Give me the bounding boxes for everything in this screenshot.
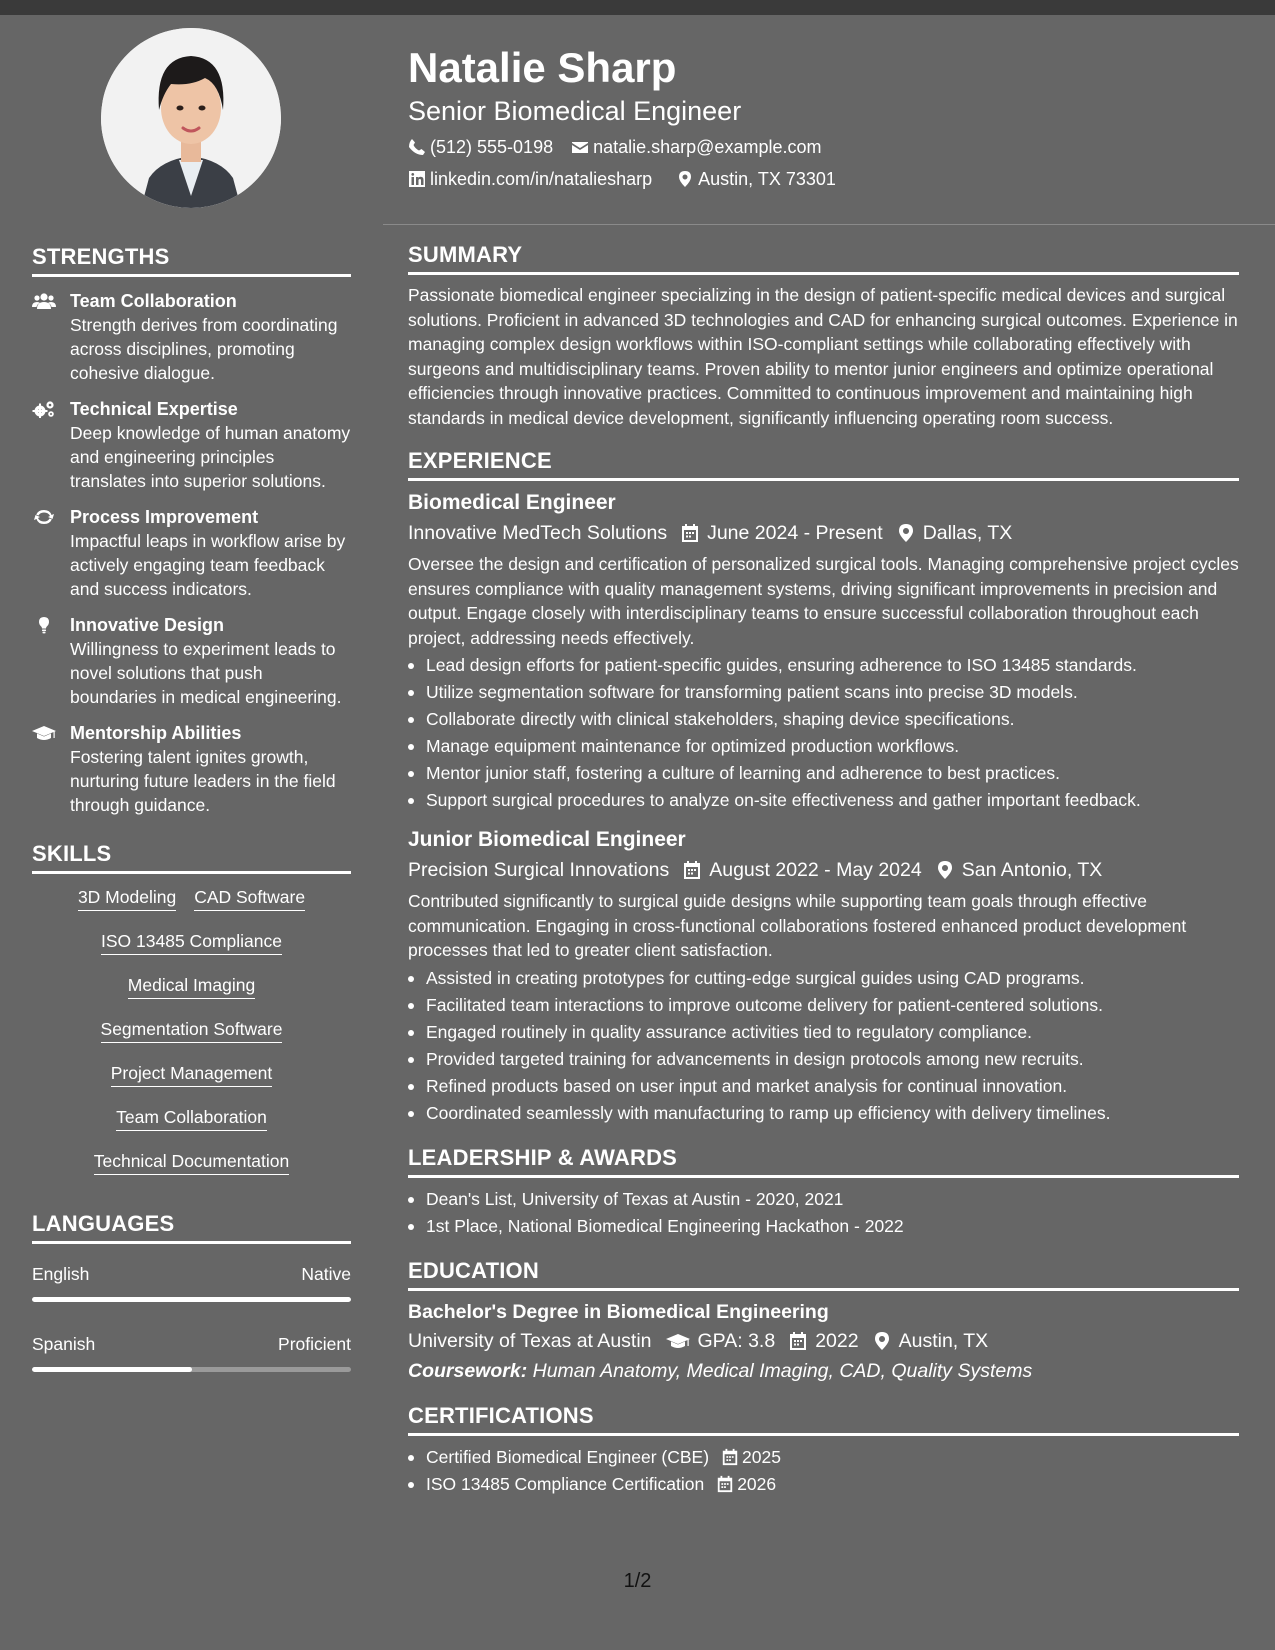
strength-title: Team Collaboration [70,291,237,311]
job-bullets [408,652,1239,814]
linkedin-url: linkedin.com/in/nataliesharp [430,169,653,189]
summary-text: Passionate biomedical engineer specializing in the design of patient-specific medical devices and surgical solutions. Proficient in advanced 3D technologies and CAD for enhancing surgical outcomes. Experience in managing complex design workflows within ISO-compliant settings while collaborating effectively with surgeons and multidisciplinary teams. Proven ability to mentor junior engineers and optimize operational efficiencies through innovative practices. Committed to continuous improvement and maintaining high standards in medical device development, significantly influencing operating room success. [408,285,1238,428]
graduation-cap-icon [666,1332,690,1350]
skills-heading: SKILLS [32,841,351,874]
linkedin-icon [408,170,426,188]
candidate-name: Natalie Sharp [408,44,677,91]
awards-list [408,1186,1239,1240]
profile-photo-icon [101,28,281,208]
list-item: Manage equipment maintenance for optimized production workflows. [408,733,1239,760]
left-column [32,28,351,1372]
skills-list [32,874,351,1175]
gpa: GPA: 3.8 [697,1329,776,1352]
list-item [408,1444,1239,1471]
sync-icon [32,508,56,526]
strength-description: Strength derives from coordinating across disciplines, promoting cohesive dialogue. [70,315,338,383]
education-section [408,1258,1239,1385]
calendar-icon [681,523,699,543]
header-divider [383,224,1275,225]
calendar-icon [683,860,701,880]
job-title: Junior Biomedical Engineer [408,828,686,851]
map-pin-icon [873,1331,891,1351]
coursework-label: Coursework: [408,1359,528,1382]
job-description: Oversee the design and certification of personalized surgical tools. Managing comprehensive project cycles ensures compliance with quality management systems, driving significant improvements in precision and output. Engage closely with interdisciplinary teams to ensure successful collaboration throughout each project, addressing needs effectively. [408,554,1239,648]
certifications-heading: CERTIFICATIONS [408,1403,1239,1436]
strength-title: Technical Expertise [70,399,238,419]
language-proficiency-bar [32,1367,351,1372]
list-item: Dean's List, University of Texas at Austin - 2020, 2021 [408,1186,1239,1213]
calendar-icon [716,1475,734,1493]
job-location: San Antonio, TX [961,859,1103,881]
list-item: Facilitated team interactions to improve outcome delivery for patient-centered solutions. [408,992,1239,1019]
job-entry [408,826,1239,1127]
summary-section [408,242,1239,430]
certification-year: 2026 [737,1473,777,1494]
language-proficiency-fill [32,1367,192,1372]
education-heading: EDUCATION [408,1258,1239,1291]
strength-title: Mentorship Abilities [70,723,242,743]
summary-heading: SUMMARY [408,242,1239,275]
experience-section [408,448,1239,1127]
job-description: Contributed significantly to surgical guide designs while supporting team goals through effective communication. Engaging in cross-functional collaborations fostered enhanced product development processes that led to greater client satisfaction. [408,891,1187,960]
skill-tag: CAD Software [194,886,305,911]
map-pin-icon [676,170,694,188]
language-proficiency-bar [32,1297,351,1302]
languages-heading: LANGUAGES [32,1211,351,1244]
main-column [408,242,1239,1498]
list-item: Provided targeted training for advancements in design protocols among new recruits. [408,1046,1239,1073]
map-pin-icon [936,860,954,880]
list-item: Refined products based on user input and market analysis for continual innovation. [408,1073,1239,1100]
skill-tag: Project Management [111,1062,272,1087]
language-name: English [32,1264,90,1284]
list-item: Utilize segmentation software for transforming patient scans into precise 3D models. [408,679,1239,706]
graduation-year: 2022 [815,1329,859,1352]
certification-year: 2025 [742,1446,781,1467]
location: Austin, TX 73301 [698,169,836,189]
list-item: Collaborate directly with clinical stakeholders, shaping device specifications. [408,706,1239,733]
awards-section [408,1145,1239,1240]
calendar-icon [721,1448,739,1466]
lightbulb-icon [32,616,56,634]
language-name: Spanish [32,1334,96,1354]
list-item: 1st Place, National Biomedical Engineering Hackathon - 2022 [408,1213,1239,1240]
certification-name: ISO 13485 Compliance Certification [426,1473,705,1494]
strength-item [32,506,351,601]
language-item [32,1263,351,1302]
list-item: Lead design efforts for patient-specific guides, ensuring adherence to ISO 13485 standards. [408,652,1239,679]
job-entry [408,489,1239,814]
resume-header [408,42,1248,191]
list-item [408,1471,1239,1498]
strength-item [32,722,351,817]
list-item: Mentor junior staff, fostering a culture of learning and adherence to best practices. [408,760,1239,787]
calendar-icon [789,1331,807,1351]
skill-tag: 3D Modeling [78,886,176,911]
company-name: Precision Surgical Innovations [408,859,670,881]
strengths-heading: STRENGTHS [32,244,351,277]
strength-title: Innovative Design [70,615,225,635]
users-icon [32,292,56,310]
skill-tag: Technical Documentation [94,1150,290,1175]
map-pin-icon [897,523,915,543]
top-bar [0,0,1275,15]
gears-icon [32,400,56,418]
school-location: Austin, TX [898,1329,989,1352]
list-item: Support surgical procedures to analyze on-site effectiveness and gather important feedback. [408,787,1239,814]
job-dates: June 2024 - Present [707,522,883,544]
company-name: Innovative MedTech Solutions [408,522,668,544]
skill-tag: Segmentation Software [101,1018,283,1043]
job-location: Dallas, TX [922,522,1013,544]
awards-heading: LEADERSHIP & AWARDS [408,1145,1239,1178]
certifications-list [408,1444,1239,1498]
avatar [101,28,281,208]
page-indicator: 1/2 [623,1570,652,1592]
envelope-icon [571,138,589,156]
phone-icon [408,138,426,156]
strength-item [32,614,351,709]
coursework-list: Human Anatomy, Medical Imaging, CAD, Quality Systems [532,1359,1033,1382]
job-dates: August 2022 - May 2024 [709,859,922,881]
skill-tag: ISO 13485 Compliance [101,930,282,955]
list-item: Engaged routinely in quality assurance activities tied to regulatory compliance. [408,1019,1239,1046]
language-item [32,1333,351,1372]
skill-tag: Medical Imaging [128,974,255,999]
job-title: Biomedical Engineer [408,491,616,514]
strength-title: Process Improvement [70,507,259,527]
strength-item [32,290,351,385]
language-level: Native [301,1264,351,1284]
candidate-role: Senior Biomedical Engineer [408,96,742,126]
language-proficiency-fill [32,1297,351,1302]
email-address: natalie.sharp@example.com [593,137,822,157]
strength-item [32,398,351,493]
list-item: Assisted in creating prototypes for cutting-edge surgical guides using CAD programs. [408,965,1239,992]
strength-description: Willingness to experiment leads to novel solutions that push boundaries in medical engineering. [70,639,342,707]
certifications-section [408,1403,1239,1498]
list-item: Coordinated seamlessly with manufacturing to ramp up efficiency with delivery timelines. [408,1100,1239,1127]
school-name: University of Texas at Austin [408,1329,652,1352]
language-level: Proficient [278,1334,351,1354]
experience-heading: EXPERIENCE [408,448,1239,481]
job-bullets [408,965,1239,1127]
coursework [408,1357,1239,1385]
certification-name: Certified Biomedical Engineer (CBE) [426,1446,710,1467]
skill-tag: Team Collaboration [116,1106,267,1131]
strength-description: Deep knowledge of human anatomy and engineering principles translates into superior solutions. [70,423,351,491]
graduation-cap-icon [32,724,56,742]
strength-description: Fostering talent ignites growth, nurturing future leaders in the field through guidance. [70,747,336,815]
phone-number: (512) 555-0198 [430,137,554,157]
degree-title: Bachelor's Degree in Biomedical Engineering [408,1300,829,1323]
strength-description: Impactful leaps in workflow arise by actively engaging team feedback and success indicators. [70,531,346,599]
